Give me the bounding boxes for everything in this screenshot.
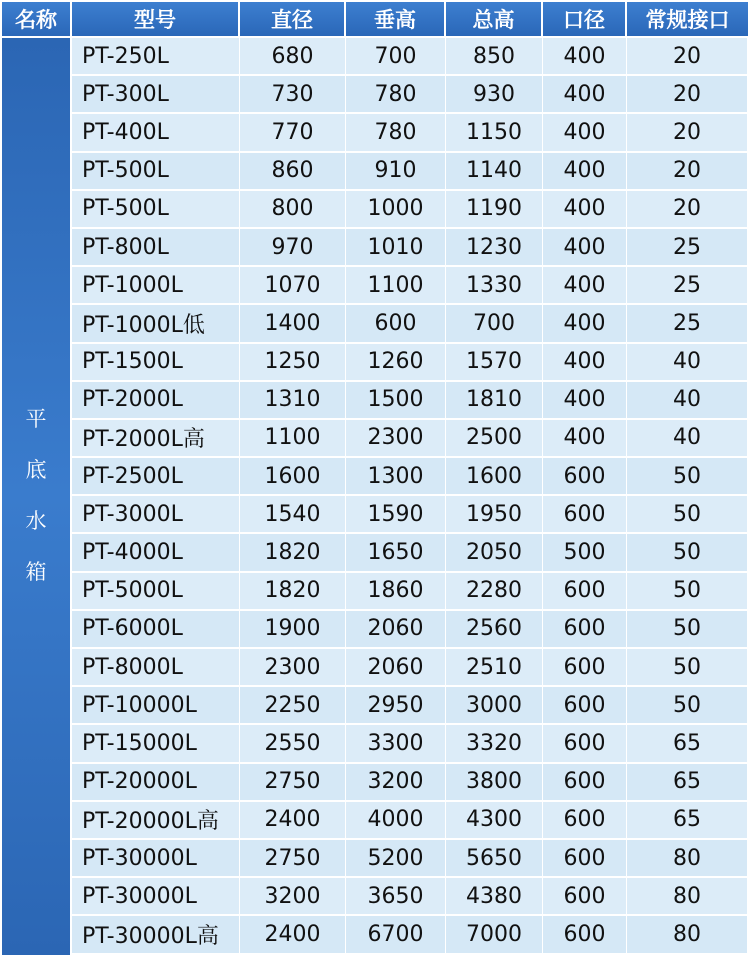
vertical-height-cell: 4000 [346, 802, 446, 840]
port-cell: 80 [627, 916, 748, 954]
vertical-height-cell: 1300 [346, 458, 446, 496]
table-row [2, 725, 748, 763]
table-row [2, 114, 748, 152]
table-row [2, 802, 748, 840]
header-model: 型号 [72, 2, 240, 38]
table-row [2, 611, 748, 649]
table-header [2, 2, 748, 38]
diameter-cell: 1540 [240, 496, 346, 534]
vertical-height-cell: 5200 [346, 840, 446, 878]
diameter-cell: 2300 [240, 649, 346, 687]
total-height-cell: 1230 [446, 229, 543, 267]
vertical-height-cell: 600 [346, 305, 446, 343]
model-cell: PT-2500L [72, 458, 240, 496]
vertical-height-cell: 1010 [346, 229, 446, 267]
opening-cell: 600 [543, 764, 627, 802]
model-cell: PT-500L [72, 191, 240, 229]
total-height-cell: 3000 [446, 687, 543, 725]
table-row [2, 229, 748, 267]
diameter-cell: 1250 [240, 344, 346, 382]
model-cell: PT-500L [72, 153, 240, 191]
opening-cell: 400 [543, 76, 627, 114]
table-row [2, 573, 748, 611]
opening-cell: 400 [543, 267, 627, 305]
vertical-height-cell: 1000 [346, 191, 446, 229]
model-cell: PT-1500L [72, 344, 240, 382]
diameter-cell: 3200 [240, 878, 346, 916]
table-row [2, 649, 748, 687]
vertical-height-cell: 2300 [346, 420, 446, 458]
diameter-cell: 1600 [240, 458, 346, 496]
port-cell: 25 [627, 267, 748, 305]
table-row [2, 267, 748, 305]
opening-cell: 600 [543, 573, 627, 611]
diameter-cell: 2750 [240, 840, 346, 878]
table-row [2, 687, 748, 725]
port-cell: 20 [627, 114, 748, 152]
opening-cell: 600 [543, 916, 627, 954]
port-cell: 20 [627, 38, 748, 76]
port-cell: 50 [627, 611, 748, 649]
table-row [2, 38, 748, 76]
vertical-height-cell: 1590 [346, 496, 446, 534]
vertical-height-cell: 780 [346, 114, 446, 152]
opening-cell: 400 [543, 229, 627, 267]
total-height-cell: 1600 [446, 458, 543, 496]
diameter-cell: 860 [240, 153, 346, 191]
opening-cell: 600 [543, 649, 627, 687]
port-cell: 50 [627, 687, 748, 725]
table-row [2, 496, 748, 534]
total-height-cell: 930 [446, 76, 543, 114]
table-row [2, 344, 748, 382]
opening-cell: 400 [543, 153, 627, 191]
opening-cell: 600 [543, 802, 627, 840]
header-standard-port: 常规接口 [627, 2, 748, 38]
model-cell: PT-15000L [72, 725, 240, 763]
vertical-height-cell: 3650 [346, 878, 446, 916]
vertical-height-cell: 6700 [346, 916, 446, 954]
opening-cell: 400 [543, 114, 627, 152]
opening-cell: 600 [543, 687, 627, 725]
opening-cell: 600 [543, 725, 627, 763]
opening-cell: 600 [543, 840, 627, 878]
port-cell: 20 [627, 153, 748, 191]
table-row [2, 764, 748, 802]
model-cell: PT-4000L [72, 534, 240, 572]
opening-cell: 400 [543, 38, 627, 76]
vertical-height-cell: 3300 [346, 725, 446, 763]
port-cell: 20 [627, 76, 748, 114]
opening-cell: 600 [543, 496, 627, 534]
model-cell: PT-400L [72, 114, 240, 152]
port-cell: 50 [627, 573, 748, 611]
port-cell: 50 [627, 496, 748, 534]
header-opening-diameter: 口径 [543, 2, 627, 38]
model-cell: PT-2000L高 [72, 420, 240, 458]
diameter-cell: 2750 [240, 764, 346, 802]
table-row [2, 153, 748, 191]
port-cell: 65 [627, 725, 748, 763]
opening-cell: 400 [543, 382, 627, 420]
port-cell: 65 [627, 802, 748, 840]
header-total-height: 总高 [446, 2, 543, 38]
model-cell: PT-6000L [72, 611, 240, 649]
port-cell: 25 [627, 229, 748, 267]
vertical-height-cell: 910 [346, 153, 446, 191]
diameter-cell: 800 [240, 191, 346, 229]
total-height-cell: 4380 [446, 878, 543, 916]
opening-cell: 400 [543, 420, 627, 458]
port-cell: 40 [627, 420, 748, 458]
port-cell: 50 [627, 534, 748, 572]
table-row [2, 458, 748, 496]
diameter-cell: 1400 [240, 305, 346, 343]
total-height-cell: 1150 [446, 114, 543, 152]
total-height-cell: 700 [446, 305, 543, 343]
diameter-cell: 1100 [240, 420, 346, 458]
total-height-cell: 2500 [446, 420, 543, 458]
opening-cell: 500 [543, 534, 627, 572]
header-row [2, 2, 748, 38]
model-cell: PT-2000L [72, 382, 240, 420]
port-cell: 25 [627, 305, 748, 343]
total-height-cell: 850 [446, 38, 543, 76]
port-cell: 80 [627, 840, 748, 878]
total-height-cell: 3320 [446, 725, 543, 763]
opening-cell: 400 [543, 305, 627, 343]
vertical-height-cell: 1500 [346, 382, 446, 420]
total-height-cell: 2050 [446, 534, 543, 572]
model-cell: PT-3000L [72, 496, 240, 534]
total-height-cell: 1140 [446, 153, 543, 191]
diameter-cell: 1820 [240, 573, 346, 611]
port-cell: 80 [627, 878, 748, 916]
diameter-cell: 2400 [240, 916, 346, 954]
diameter-cell: 1820 [240, 534, 346, 572]
table-row [2, 305, 748, 343]
total-height-cell: 1810 [446, 382, 543, 420]
header-vertical-height: 垂高 [346, 2, 446, 38]
table-row [2, 420, 748, 458]
model-cell: PT-30000L高 [72, 916, 240, 954]
total-height-cell: 3800 [446, 764, 543, 802]
total-height-cell: 1190 [446, 191, 543, 229]
spec-table [2, 2, 748, 955]
model-cell: PT-250L [72, 38, 240, 76]
table-row [2, 916, 748, 954]
opening-cell: 600 [543, 458, 627, 496]
category-cell [2, 38, 72, 955]
header-diameter: 直径 [240, 2, 346, 38]
diameter-cell: 770 [240, 114, 346, 152]
total-height-cell: 1570 [446, 344, 543, 382]
vertical-height-cell: 1260 [346, 344, 446, 382]
model-cell: PT-20000L [72, 764, 240, 802]
total-height-cell: 1330 [446, 267, 543, 305]
diameter-cell: 970 [240, 229, 346, 267]
model-cell: PT-5000L [72, 573, 240, 611]
port-cell: 20 [627, 191, 748, 229]
model-cell: PT-800L [72, 229, 240, 267]
model-cell: PT-1000L [72, 267, 240, 305]
model-cell: PT-30000L [72, 840, 240, 878]
model-cell: PT-30000L [72, 878, 240, 916]
total-height-cell: 2510 [446, 649, 543, 687]
diameter-cell: 2400 [240, 802, 346, 840]
vertical-height-cell: 780 [346, 76, 446, 114]
vertical-height-cell: 700 [346, 38, 446, 76]
port-cell: 50 [627, 649, 748, 687]
header-name: 名称 [2, 2, 72, 38]
vertical-height-cell: 1100 [346, 267, 446, 305]
table-row [2, 534, 748, 572]
vertical-height-cell: 3200 [346, 764, 446, 802]
table-row [2, 76, 748, 114]
table-row [2, 878, 748, 916]
port-cell: 40 [627, 382, 748, 420]
port-cell: 65 [627, 764, 748, 802]
category-label: 平底水箱 [25, 407, 47, 585]
vertical-height-cell: 1860 [346, 573, 446, 611]
opening-cell: 600 [543, 611, 627, 649]
vertical-height-cell: 1650 [346, 534, 446, 572]
diameter-cell: 2250 [240, 687, 346, 725]
diameter-cell: 1070 [240, 267, 346, 305]
diameter-cell: 730 [240, 76, 346, 114]
model-cell: PT-20000L高 [72, 802, 240, 840]
port-cell: 50 [627, 458, 748, 496]
table-row [2, 382, 748, 420]
diameter-cell: 2550 [240, 725, 346, 763]
vertical-height-cell: 2060 [346, 611, 446, 649]
vertical-height-cell: 2950 [346, 687, 446, 725]
total-height-cell: 4300 [446, 802, 543, 840]
total-height-cell: 5650 [446, 840, 543, 878]
vertical-height-cell: 2060 [346, 649, 446, 687]
opening-cell: 400 [543, 344, 627, 382]
total-height-cell: 1950 [446, 496, 543, 534]
opening-cell: 400 [543, 191, 627, 229]
table-row [2, 191, 748, 229]
diameter-cell: 1310 [240, 382, 346, 420]
total-height-cell: 2280 [446, 573, 543, 611]
model-cell: PT-300L [72, 76, 240, 114]
total-height-cell: 7000 [446, 916, 543, 954]
port-cell: 40 [627, 344, 748, 382]
diameter-cell: 680 [240, 38, 346, 76]
table-body [2, 38, 748, 955]
diameter-cell: 1900 [240, 611, 346, 649]
table-row [2, 840, 748, 878]
total-height-cell: 2560 [446, 611, 543, 649]
model-cell: PT-10000L [72, 687, 240, 725]
model-cell: PT-1000L低 [72, 305, 240, 343]
model-cell: PT-8000L [72, 649, 240, 687]
opening-cell: 600 [543, 878, 627, 916]
